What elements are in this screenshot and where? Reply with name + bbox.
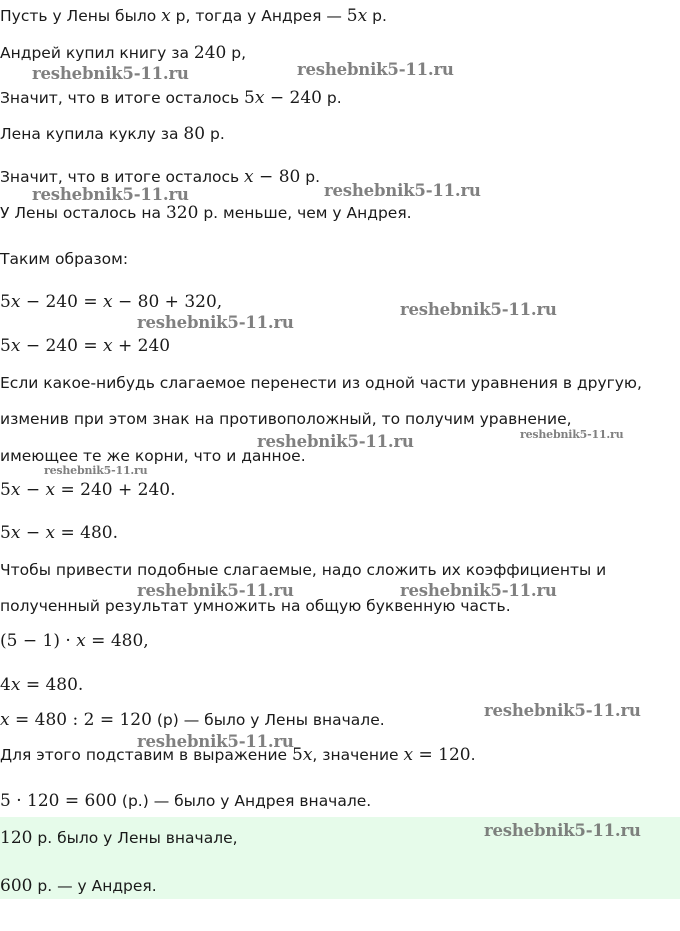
text-fragment: Чтобы привести подобные слагаемые, надо сложить их коэффициенты и [0,561,607,579]
math-fragment: x [45,523,56,543]
math-fragment: − [20,480,46,500]
solution-line [0,791,371,811]
math-fragment: x [0,710,10,730]
math-fragment: − 80 + 320, [112,292,223,312]
text-fragment: р. [321,89,342,107]
solution-line [0,675,83,695]
text-fragment: Лена купила куклу за [0,125,184,143]
math-fragment: x [10,675,21,695]
math-fragment: 5 [0,523,11,543]
watermark: reshebnik5-11.ru [484,821,641,840]
solution-line [0,710,385,730]
math-fragment: = 480. [20,675,84,695]
text-fragment: р, [226,44,247,62]
text-fragment: р. [367,7,387,25]
solution-line [0,203,412,223]
math-fragment: 5 [244,88,255,108]
text-fragment: р. — у Андрея. [32,877,157,895]
math-fragment: 240 [193,43,227,63]
watermark: reshebnik5-11.ru [297,60,454,79]
math-fragment: x [10,480,21,500]
text-fragment: . [470,746,476,764]
math-fragment: − [20,523,46,543]
math-fragment: 5 [0,292,11,312]
watermark: reshebnik5-11.ru [137,732,294,751]
text-fragment: р. было у Лены вначале, [32,829,238,847]
solution-line [0,292,222,312]
text-fragment: полученный результат умножить на общую буквенную часть. [0,597,511,615]
watermark: reshebnik5-11.ru [32,64,189,83]
text-fragment: Для этого подставим в выражение [0,746,292,764]
solution-line [0,88,342,108]
math-fragment: 5 [346,6,358,26]
watermark: reshebnik5-11.ru [484,701,641,720]
math-fragment: = 240 + 240. [55,480,176,500]
math-fragment: = 480. [55,523,118,543]
text-fragment: У Лены осталось на [0,204,166,222]
math-fragment: 120 [0,828,33,848]
text-fragment: (р.) — было у Андрея вначале. [116,792,372,810]
watermark: reshebnik5-11.ru [400,581,557,600]
math-fragment: − 240 = [20,292,103,312]
math-fragment: x [10,336,21,356]
math-fragment: 5 [292,745,303,765]
solution-line [0,124,225,144]
math-fragment: + 240 [112,336,171,356]
text-fragment: , значение [312,746,404,764]
text-fragment: р. [300,168,321,186]
math-fragment: 320 [165,203,199,223]
solution-line [0,43,246,63]
solution-line [0,167,320,187]
math-fragment: x [102,292,113,312]
math-fragment: x [161,6,171,26]
watermark: reshebnik5-11.ru [400,300,557,319]
math-fragment: x [244,167,254,187]
math-fragment: (5 − 1) · [0,631,77,651]
text-fragment: Значит, что в итоге осталось [0,168,245,186]
text-fragment: Пусть у Лены было [0,7,162,25]
math-fragment: = 480, [85,631,149,651]
text-fragment: р. [205,125,225,143]
math-fragment: x [302,745,313,765]
text-fragment: Таким образом: [0,250,129,268]
text-fragment: р, тогда у Андрея — [170,7,347,25]
math-fragment: x [102,336,113,356]
solution-line [0,876,157,896]
math-fragment: x [76,631,86,651]
math-fragment: 5 [0,336,11,356]
math-fragment: x [10,523,21,543]
math-fragment: x [403,745,414,765]
solution-line [0,336,170,356]
watermark: reshebnik5-11.ru [257,432,414,451]
text-fragment: изменив при этом знак на противоположный, то получим уравнение, [0,410,572,428]
math-fragment: 5 · 120 = 600 [0,791,117,811]
watermark: reshebnik5-11.ru [137,313,294,332]
math-fragment: 4 [0,675,11,695]
math-fragment: − 240 [264,88,322,108]
solution-line [0,631,149,651]
solution-line [0,828,238,848]
solution-line [0,249,128,269]
text-fragment: (р) — было у Лены вначале. [151,711,385,729]
text-fragment: имеющее те же корни, что и данное. [0,447,306,465]
watermark: reshebnik5-11.ru [32,185,189,204]
math-fragment: = 480 : 2 = 120 [9,710,152,730]
math-fragment: x [254,88,265,108]
math-fragment: x [357,6,368,26]
solution-line [0,480,175,500]
solution-line [0,6,387,26]
solution-line [0,409,572,429]
math-fragment: 600 [0,876,33,896]
math-fragment: − 240 = [20,336,103,356]
solution-line [0,373,642,393]
math-fragment: x [45,480,56,500]
text-fragment: Если какое-нибудь слагаемое перенести из одной части уравнения в другую, [0,374,642,392]
math-fragment: 5 [0,480,11,500]
math-fragment: − 80 [253,167,301,187]
watermark: reshebnik5-11.ru [324,181,481,200]
watermark: reshebnik5-11.ru [44,464,148,477]
watermark: reshebnik5-11.ru [137,581,294,600]
watermark: reshebnik5-11.ru [520,428,624,441]
solution-line [0,523,118,543]
solution-line [0,560,606,580]
text-fragment: Значит, что в итоге осталось [0,89,245,107]
math-fragment: 80 [183,124,206,144]
math-fragment: x [10,292,21,312]
text-fragment: Андрей купил книгу за [0,44,194,62]
math-fragment: = 120 [413,745,471,765]
text-fragment: р. меньше, чем у Андрея. [198,204,412,222]
